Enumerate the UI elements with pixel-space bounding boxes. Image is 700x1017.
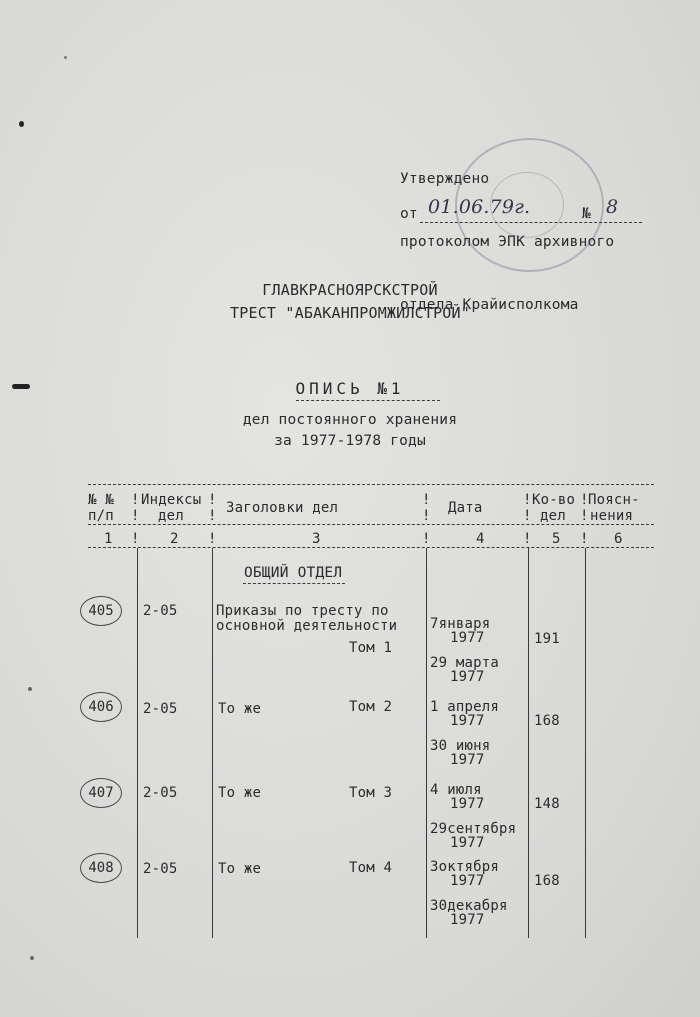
row-index: 2-05	[143, 785, 178, 801]
paper-speck	[19, 121, 24, 127]
row-date-start-year: 1977	[450, 873, 485, 889]
col-line-2	[137, 548, 138, 938]
row-date-end-day: 30 июня	[430, 738, 491, 754]
approval-from-label: от	[400, 206, 418, 222]
row-volume: Том 1	[349, 640, 393, 656]
col-sep: !	[208, 508, 217, 524]
paper-speck	[28, 687, 32, 691]
row-date-end-day: 30декабря	[430, 898, 508, 914]
org-name-1: ГЛАВКРАСНОЯРСКСТРОЙ	[262, 281, 438, 299]
col-sep: !	[580, 492, 589, 508]
col-sep: !	[422, 492, 431, 508]
col4-header: Дата	[448, 500, 483, 516]
col-sep: !	[523, 508, 532, 524]
section-title: ОБЩИЙ ОТДЕЛ	[244, 565, 343, 581]
row-index: 2-05	[143, 861, 178, 877]
col-line-3	[212, 548, 213, 938]
row-volume: Том 3	[349, 785, 393, 801]
col-sep: !	[131, 492, 140, 508]
col-number-3: 3	[312, 531, 321, 547]
row-title-line-1: То же	[218, 785, 262, 801]
row-index: 2-05	[143, 701, 178, 717]
row-date-end-day: 29 марта	[430, 655, 500, 671]
row-title-line-1: Приказы по тресту по	[216, 603, 389, 619]
col1-header-b: п/п	[88, 508, 114, 524]
row-date-end-year: 1977	[450, 752, 485, 768]
col-number-4: 4	[476, 531, 485, 547]
col-sep: !	[523, 531, 532, 547]
col2-header-b: дел	[158, 508, 184, 524]
col-sep: !	[422, 508, 431, 524]
row-title-line-1: То же	[218, 861, 262, 877]
inventory-subtitle-2: за 1977-1978 годы	[274, 433, 426, 449]
inventory-title: ОПИСЬ №1	[295, 379, 405, 398]
row-title-line-1: То же	[218, 701, 262, 717]
approval-date-handwritten: 01.06.79г.	[428, 196, 531, 218]
col-line-5	[528, 548, 529, 938]
col-sep: !	[580, 508, 589, 524]
row-date-end-year: 1977	[450, 912, 485, 928]
col-sep: !	[208, 492, 217, 508]
row-number: 406	[88, 699, 114, 715]
col6-header-a: Поясн-	[588, 492, 640, 508]
col-line-6	[585, 548, 586, 938]
row-count: 148	[534, 796, 560, 812]
col-number-2: 2	[170, 531, 179, 547]
col-sep: !	[523, 492, 532, 508]
col-sep: !	[131, 508, 140, 524]
inventory-subtitle-1: дел постоянного хранения	[242, 412, 458, 428]
row-volume: Том 2	[349, 699, 393, 715]
col5-header-b: дел	[540, 508, 566, 524]
section-underline	[243, 583, 345, 584]
row-date-start-year: 1977	[450, 713, 485, 729]
inventory-title-underline	[296, 400, 440, 401]
row-number-circle	[80, 692, 122, 722]
row-title-line-2: основной деятельности	[216, 618, 398, 634]
paper-speck	[30, 956, 34, 960]
col-sep: !	[131, 531, 140, 547]
col-sep: !	[422, 531, 431, 547]
col-sep: !	[580, 531, 589, 547]
row-date-start-day: 3октября	[430, 859, 500, 875]
approval-line-3: отдела Крайисполкома	[400, 297, 579, 313]
row-date-start-day: 1 апреля	[430, 699, 500, 715]
col-number-5: 5	[552, 531, 561, 547]
row-number-circle	[80, 596, 122, 626]
approval-num-handwritten: 8	[606, 196, 619, 218]
col3-header: Заголовки дел	[226, 500, 339, 516]
table-colnum-rule	[88, 547, 654, 548]
col-number-6: 6	[614, 531, 623, 547]
col1-header-a: № №	[88, 492, 114, 508]
approval-num-label: №	[582, 206, 591, 222]
col-number-1: 1	[104, 531, 113, 547]
row-number-circle	[80, 778, 122, 808]
approval-line-1: Утверждено	[400, 171, 490, 187]
row-number: 405	[88, 603, 114, 619]
row-date-start-year: 1977	[450, 630, 485, 646]
col5-header-a: Ко-во	[532, 492, 576, 508]
table-header-rule	[88, 524, 654, 525]
col2-header-a: Индексы	[141, 492, 202, 508]
col6-header-b: нения	[590, 508, 634, 524]
approval-line-2: протоколом ЭПК архивного	[400, 234, 615, 250]
col-sep: !	[208, 531, 217, 547]
table-top-rule	[88, 484, 654, 485]
org-name-2: ТРЕСТ "АБАКАНПРОМЖИЛСТРОЙ"	[230, 304, 470, 322]
paper-speck	[64, 56, 67, 59]
row-number: 408	[88, 860, 114, 876]
row-count: 168	[534, 713, 560, 729]
row-number-circle	[80, 853, 122, 883]
row-date-end-year: 1977	[450, 835, 485, 851]
row-date-end-year: 1977	[450, 669, 485, 685]
col-line-4	[426, 548, 427, 938]
row-date-start-day: 4 июля	[430, 782, 482, 798]
row-number: 407	[88, 785, 114, 801]
row-date-start-day: 7января	[430, 616, 491, 632]
row-date-end-day: 29сентября	[430, 821, 517, 837]
approval-block	[400, 127, 614, 358]
row-count: 191	[534, 631, 560, 647]
row-date-start-year: 1977	[450, 796, 485, 812]
row-index: 2-05	[143, 603, 178, 619]
row-count: 168	[534, 873, 560, 889]
approval-date-underline	[420, 222, 642, 223]
row-volume: Том 4	[349, 860, 393, 876]
